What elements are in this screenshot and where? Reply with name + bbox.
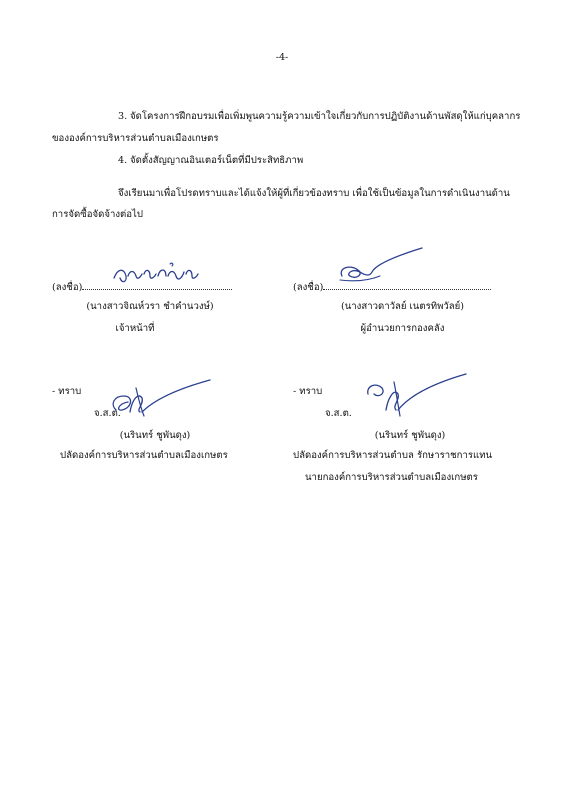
left-signer-name: (นางสาวจิณห์วรา ชำคำนวงษ์) — [86, 301, 214, 312]
right-signer-position: ผู้อำนวยการกองคลัง — [360, 323, 445, 334]
left-ack-position: ปลัดองค์การบริหารส่วนตำบลเมืองเกษตร — [60, 450, 228, 461]
page-number: -4- — [275, 52, 289, 63]
right-ack-handwritten-signature — [360, 372, 470, 422]
item-4-number: 4. — [118, 155, 128, 166]
right-signer-name: (นางสาวดาวัลย์ เนตรทิพวัลย์) — [340, 301, 465, 312]
closing-line1: จึงเรียนมาเพื่อโปรดทราบและได้แจ้งให้ผู้ที่เกี่ยวข้องทราบ เพื่อใช้เป็นข้อมูลในการดำเนินงานด้าน — [118, 188, 510, 199]
closing-line2: การจัดซื้อจัดจ้างต่อไป — [52, 209, 143, 220]
item-3-text-line1: จัดโครงการฝึกอบรมเพื่อเพิ่มพูนความรู้ความเข้าใจเกี่ยวกับการปฏิบัติงานด้านพัสดุให้แก่บุคลากร — [130, 111, 521, 122]
right-ack-label: - ทราบ — [293, 386, 323, 397]
left-ack-label: - ทราบ — [52, 386, 82, 397]
right-ack-abbr: จ.ส.ต. — [325, 408, 352, 419]
item-4-text: จัดตั้งสัญญาณอินเตอร์เน็ตที่มีประสิทธิภาพ — [130, 155, 304, 166]
right-handwritten-signature — [336, 246, 426, 288]
right-sign-label-text: (ลงชื่อ) — [293, 282, 324, 293]
item-3-text-line2: ขององค์การบริหารส่วนตำบลเมืองเกษตร — [52, 133, 219, 144]
right-ack-position-line1: ปลัดองค์การบริหารส่วนตำบล รักษาราชการแทน — [293, 450, 493, 461]
item-3-number: 3. — [118, 111, 128, 122]
left-handwritten-signature — [110, 256, 210, 290]
left-sign-label-text: (ลงชื่อ) — [52, 282, 83, 293]
left-signer-position: เจ้าหน้าที่ — [115, 323, 155, 334]
left-ack-name: (นรินทร์ ชูพันดุง) — [119, 430, 191, 441]
left-ack-abbr: จ.ส.ต. — [94, 408, 121, 419]
right-ack-position-line2: นายกองค์การบริหารส่วนตำบลเมืองเกษตร — [305, 472, 478, 483]
left-ack-handwritten-signature — [106, 378, 216, 422]
right-ack-name: (นรินทร์ ชูพันดุง) — [374, 430, 446, 441]
